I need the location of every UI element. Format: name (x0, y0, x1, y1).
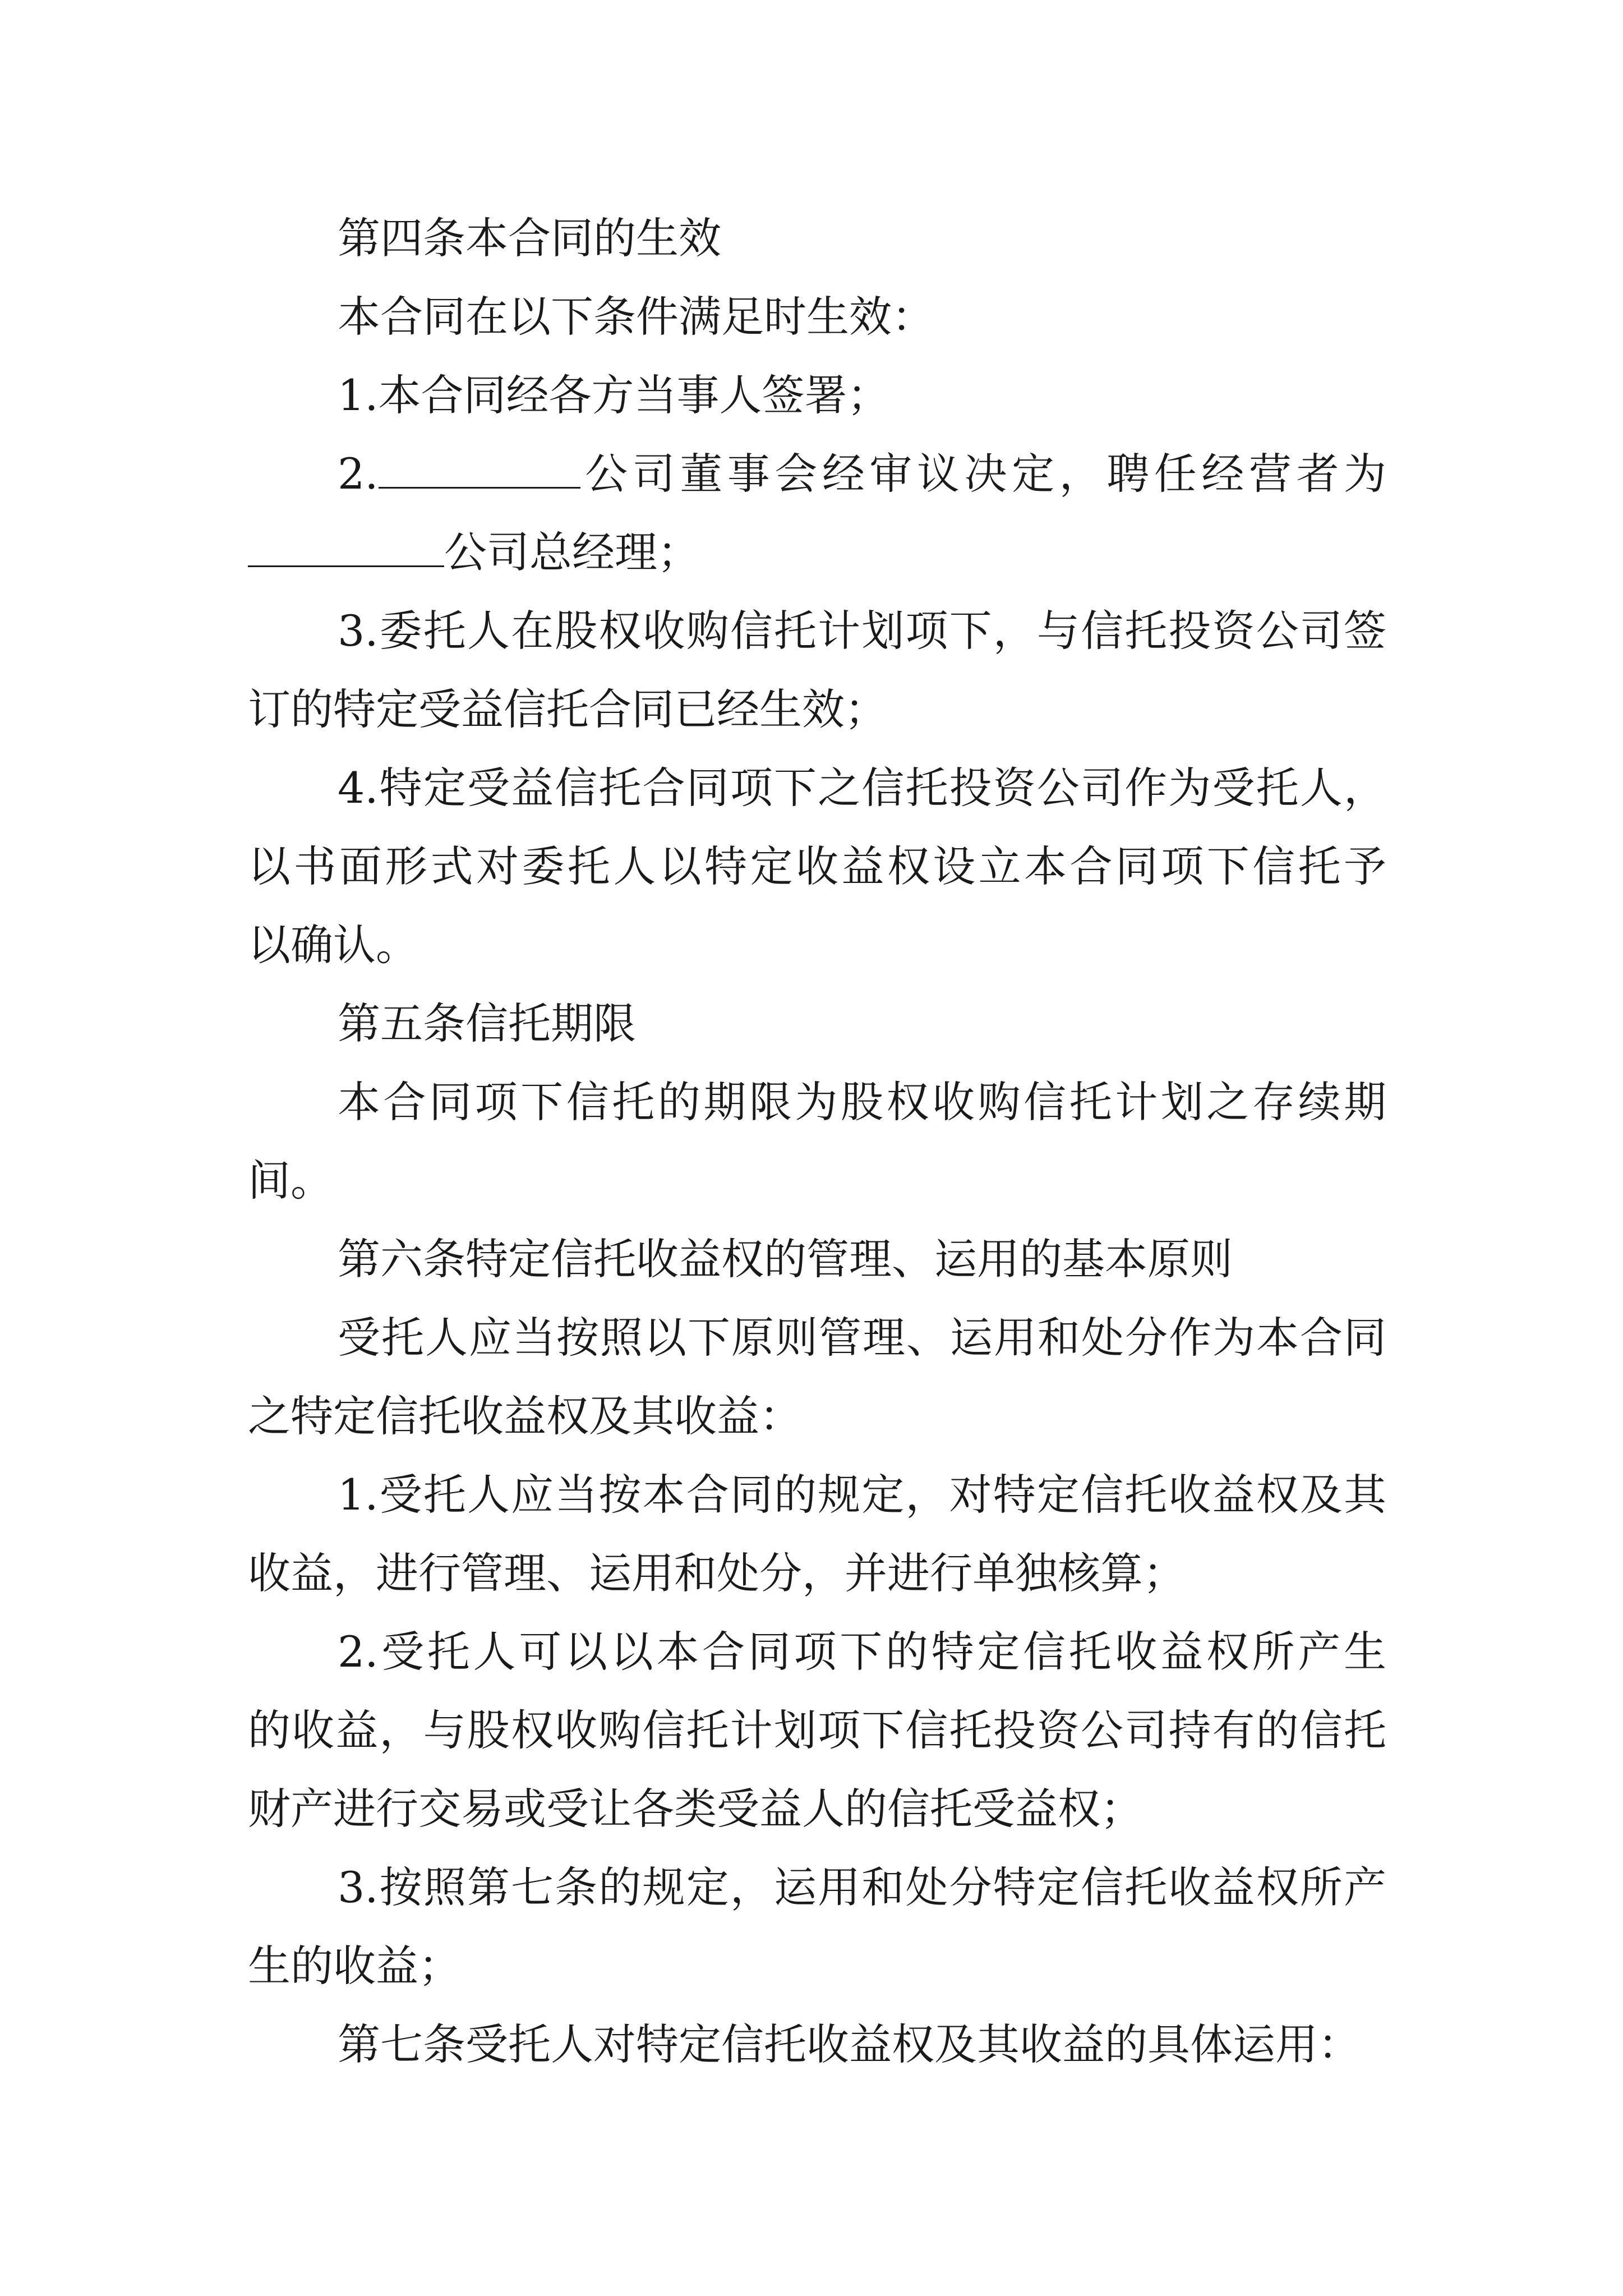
article-5-heading-text: 第五条信托期限 (338, 999, 636, 1048)
list-item-continuation (248, 1927, 1386, 2005)
list-item-text: 的收益，与股权收购信托计划项下信托投资公司持有的信托 (248, 1705, 1386, 1755)
paragraph-text: 之特定信托收益权及其收益： (248, 1391, 802, 1441)
list-item-continuation (248, 1691, 1386, 1770)
list-item-continuation (248, 1534, 1386, 1613)
list-item-text: 生的收益； (248, 1941, 461, 1991)
list-item (248, 1456, 1386, 1534)
paragraph (248, 278, 1386, 356)
list-item-text: 3.委托人在股权收购信托计划项下，与信托投资公司签 (338, 606, 1386, 656)
fill-in-blank[interactable] (248, 518, 444, 567)
list-item-continuation (248, 1770, 1386, 1848)
paragraph-text: 本合同项下信托的期限为股权收购信托计划之存续期 (338, 1077, 1386, 1127)
list-item (248, 356, 1386, 435)
list-item-continuation (248, 827, 1386, 906)
list-item-text: 3.按照第七条的规定，运用和处分特定信托收益权所产 (338, 1862, 1386, 1912)
list-item-text: 2.受托人可以以本合同项下的特定信托收益权所产生 (338, 1627, 1386, 1677)
paragraph-continuation (248, 1142, 1386, 1220)
list-item (248, 592, 1386, 670)
article-6-heading (248, 1220, 1386, 1299)
list-item-text: 公司总经理； (444, 527, 700, 577)
article-6-heading-text: 第六条特定信托收益权的管理、运用的基本原则 (338, 1234, 1233, 1284)
list-item-text: 收益，进行管理、运用和处分，并进行单独核算； (248, 1548, 1186, 1598)
list-item-text: 1.受托人应当按本合同的规定，对特定信托收益权及其 (338, 1470, 1386, 1520)
list-item-continuation (248, 906, 1386, 984)
article-7-heading (248, 2005, 1386, 2084)
list-item (248, 1848, 1386, 1927)
list-item-text: 公司董事会经审议决定，聘任经营者为 (580, 449, 1386, 499)
list-item-text: 以确认。 (248, 920, 418, 970)
list-item-text: 4.特定受益信托合同项下之信托投资公司作为受托人， (338, 763, 1386, 813)
paragraph-text: 间。 (248, 1156, 333, 1205)
list-item-continuation (248, 670, 1386, 749)
list-item-number: 2. (338, 449, 379, 499)
article-7-heading-text: 第七条受托人对特定信托收益权及其收益的具体运用： (338, 2019, 1361, 2069)
document-body (248, 199, 1386, 2084)
paragraph-text: 本合同在以下条件满足时生效： (338, 292, 934, 342)
article-4-heading (248, 199, 1386, 278)
paragraph-continuation (248, 1377, 1386, 1456)
list-item (248, 749, 1386, 827)
list-item-continuation (248, 513, 1386, 592)
list-item-text: 以书面形式对委托人以特定收益权设立本合同项下信托予 (248, 841, 1386, 891)
list-item (248, 435, 1386, 513)
article-5-heading (248, 984, 1386, 1063)
paragraph-text: 受托人应当按照以下原则管理、运用和处分作为本合同 (338, 1313, 1386, 1363)
paragraph (248, 1063, 1386, 1142)
list-item-text: 订的特定受益信托合同已经生效； (248, 684, 887, 734)
list-item (248, 1613, 1386, 1691)
list-item-text: 1.本合同经各方当事人签署； (338, 370, 890, 420)
list-item-text: 财产进行交易或受让各类受益人的信托受益权； (248, 1784, 1143, 1834)
fill-in-blank[interactable] (379, 440, 580, 489)
paragraph (248, 1299, 1386, 1377)
article-4-heading-text: 第四条本合同的生效 (338, 213, 721, 263)
